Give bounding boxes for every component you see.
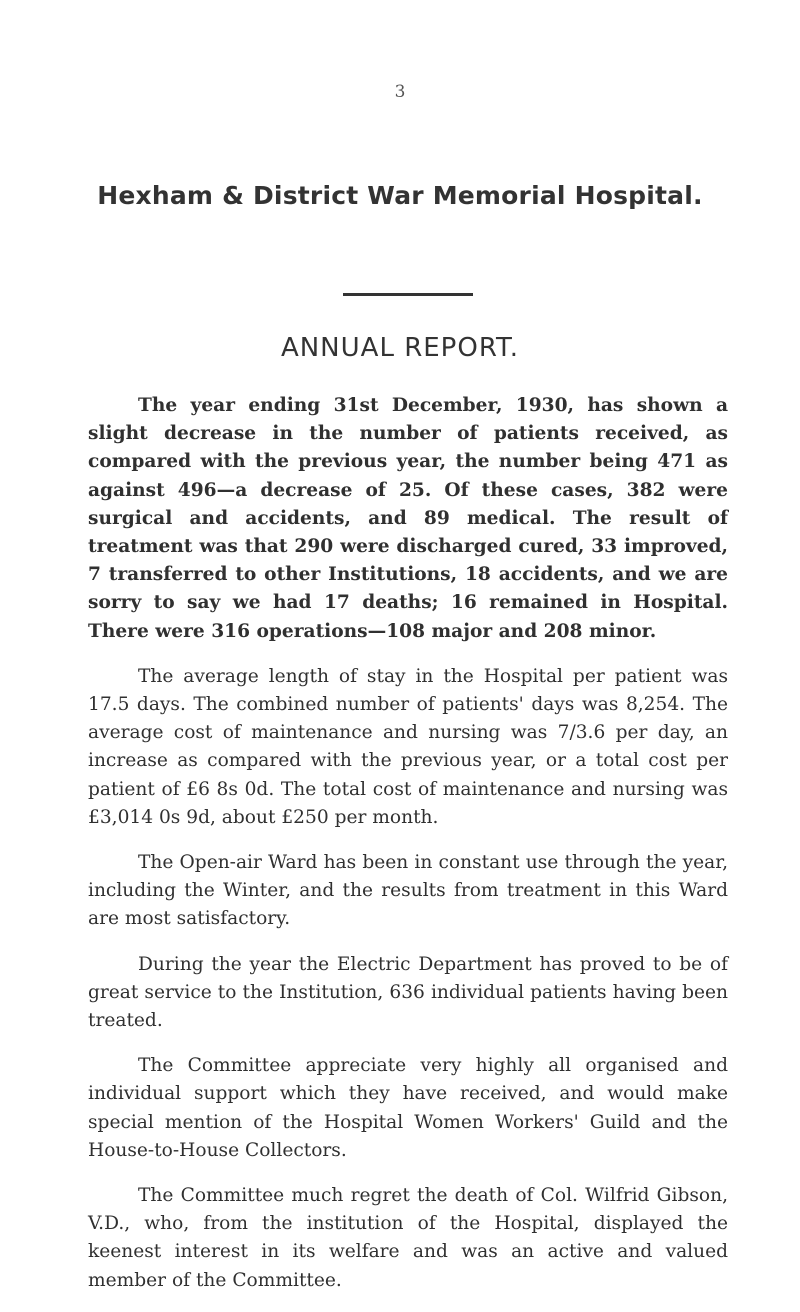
paragraph-committee-thanks: The Committee appreciate very highly all organised and individual support which they have received, and would make special mention of the Hospital Women Workers' Guild and the House-to-House Collectors. [88, 1055, 728, 1161]
paragraph-electric-department: During the year the Electric Department has proved to be of great service to the Institution, 636 individual patients having been treated. [88, 953, 728, 1032]
page-number: 3 [394, 82, 406, 102]
title-divider [343, 293, 473, 296]
paragraph-open-air-ward: The Open-air Ward has been in constant use through the year, including the Winter, and the results from treatment in this Ward are most satisfactory. [88, 852, 728, 930]
paragraph-obituary: The Committee much regret the death of Col. Wilfrid Gibson, V.D., who, from the institution of the Hospital, displayed the keenest interest in its welfare and was an active and valued member of the Committee. [88, 1185, 728, 1291]
report-body [88, 392, 728, 1312]
paragraph-costs: The average length of stay in the Hospital per patient was 17.5 days. The combined number of patients' days was 8,254. The average cost of maintenance and nursing was 7/3.6 per day, an increase as compared with the previous year, or a total cost per patient of £6 8s 0d. The total cost of maintenance and nursing was £3,014 0s 9d, about £250 per month. [88, 665, 728, 828]
hospital-title: Hexham & District War Memorial Hospital. [97, 181, 703, 210]
paragraph-patient-statistics: The year ending 31st December, 1930, has shown a slight decrease in the number of patients received, as compared with the previous year, the number being 471 as against 496—a decrease of 25. Of these cases, 382 were surgical and accidents, and 89 medical. The result of treatment was that 290 were discharged cured, 33 improved, 7 transferred to other Institutions, 18 accidents, and we are sorry to say we had 17 deaths; 16 remained in Hospital. There were 316 operations—108 major and 208 minor. [88, 395, 728, 642]
report-heading: ANNUAL REPORT. [280, 333, 520, 363]
